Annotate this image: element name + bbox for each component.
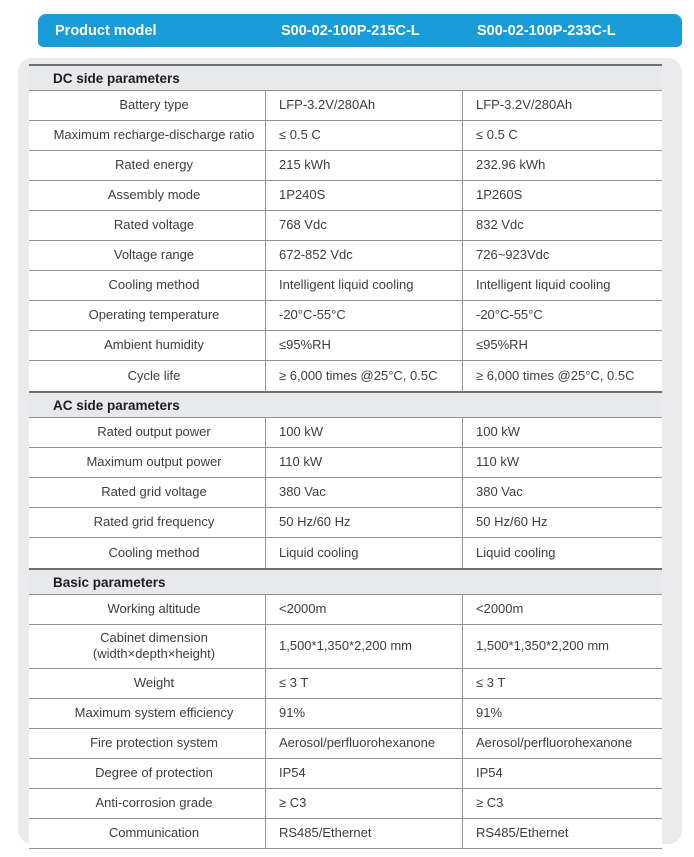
value-cell-model-2: ≤ 3 T	[462, 669, 662, 699]
value-cell-model-2: 100 kW	[462, 418, 662, 448]
table-row	[29, 699, 662, 729]
table-row	[29, 241, 662, 271]
param-label: Degree of protection	[95, 764, 213, 780]
table-row	[29, 418, 662, 448]
value-cell-model-1: LFP-3.2V/280Ah	[265, 91, 462, 121]
param-label-cell	[29, 271, 265, 301]
value-cell-model-1: ≤ 0.5 C	[265, 121, 462, 151]
param-label-cell	[29, 759, 265, 789]
value-cell-model-2: Aerosol/perfluorohexanone	[462, 729, 662, 759]
value-cell-model-1: 672-852 Vdc	[265, 241, 462, 271]
table-row	[29, 181, 662, 211]
param-label: Rated voltage	[113, 217, 195, 233]
param-label-cell	[29, 819, 265, 849]
param-label: Anti-corrosion grade	[95, 794, 213, 810]
value-cell-model-2: Intelligent liquid cooling	[462, 271, 662, 301]
section-header	[29, 568, 662, 595]
value-cell-model-2: ≥ C3	[462, 789, 662, 819]
table-row	[29, 361, 662, 391]
table-row	[29, 151, 662, 181]
table-row	[29, 508, 662, 538]
param-label-cell	[29, 151, 265, 181]
value-cell-model-1: RS485/Ethernet	[265, 819, 462, 849]
value-cell-model-1: ≤ 3 T	[265, 669, 462, 699]
table-row	[29, 538, 662, 568]
param-label-cell	[29, 538, 265, 568]
param-label: Cabinet dimension	[100, 630, 208, 645]
value-cell-model-2: 726~923Vdc	[462, 241, 662, 271]
table-row	[29, 331, 662, 361]
param-label: Cooling method	[108, 544, 200, 560]
table-row	[29, 478, 662, 508]
table-row	[29, 625, 662, 669]
value-cell-model-2: -20°C-55°C	[462, 301, 662, 331]
table-row	[29, 91, 662, 121]
param-label-cell	[29, 508, 265, 538]
section-title: AC side parameters	[53, 397, 180, 413]
param-label-cell	[29, 181, 265, 211]
table-row	[29, 121, 662, 151]
value-cell-model-2: ≤95%RH	[462, 331, 662, 361]
param-label: Maximum recharge-discharge ratio	[53, 127, 255, 143]
section-header	[29, 64, 662, 91]
value-cell-model-2: 1P260S	[462, 181, 662, 211]
value-cell-model-1: <2000m	[265, 595, 462, 625]
value-cell-model-1: 1P240S	[265, 181, 462, 211]
param-label: Weight	[133, 674, 175, 690]
param-label-cell	[29, 211, 265, 241]
param-label-cell	[29, 699, 265, 729]
table-row	[29, 819, 662, 849]
value-cell-model-1: ≤95%RH	[265, 331, 462, 361]
param-label-cell	[29, 418, 265, 448]
param-label: Operating temperature	[88, 307, 220, 323]
param-label: Communication	[108, 824, 200, 840]
header-param-column-label: Product model	[55, 22, 157, 39]
value-cell-model-2: 50 Hz/60 Hz	[462, 508, 662, 538]
value-cell-model-2: Liquid cooling	[462, 538, 662, 568]
value-cell-model-1: Intelligent liquid cooling	[265, 271, 462, 301]
table-row	[29, 595, 662, 625]
param-label-cell	[29, 91, 265, 121]
table-row	[29, 759, 662, 789]
value-cell-model-1: 91%	[265, 699, 462, 729]
section-header	[29, 391, 662, 418]
param-label-cell	[29, 789, 265, 819]
param-label: Rated energy	[114, 157, 194, 173]
param-label-cell	[29, 478, 265, 508]
param-label-cell	[29, 301, 265, 331]
value-cell-model-2: RS485/Ethernet	[462, 819, 662, 849]
param-label: Rated output power	[97, 424, 211, 440]
value-cell-model-1: 100 kW	[265, 418, 462, 448]
param-label: Working altitude	[107, 601, 201, 617]
param-label-cell	[29, 121, 265, 151]
value-cell-model-2: <2000m	[462, 595, 662, 625]
value-cell-model-1: ≥ 6,000 times @25°C, 0.5C	[265, 361, 462, 391]
param-label-cell	[29, 448, 265, 478]
spec-card	[18, 58, 682, 844]
section-title: Basic parameters	[53, 574, 166, 590]
param-label: Fire protection system	[90, 734, 218, 750]
param-label-cell	[29, 625, 265, 669]
value-cell-model-2: 832 Vdc	[462, 211, 662, 241]
param-label: Cooling method	[108, 277, 200, 293]
param-label: Battery type	[119, 97, 189, 113]
value-cell-model-1: -20°C-55°C	[265, 301, 462, 331]
value-cell-model-1: Liquid cooling	[265, 538, 462, 568]
param-label-cell	[29, 729, 265, 759]
table-row	[29, 211, 662, 241]
value-cell-model-1: 380 Vac	[265, 478, 462, 508]
value-cell-model-1: ≥ C3	[265, 789, 462, 819]
header-model-1: S00-02-100P-215C-L	[281, 22, 420, 39]
table-row	[29, 301, 662, 331]
spec-table	[29, 64, 662, 857]
param-label: Maximum system efficiency	[74, 704, 234, 720]
table-row	[29, 789, 662, 819]
product-model-header-bar	[38, 14, 682, 47]
table-row	[29, 448, 662, 478]
value-cell-model-2: 380 Vac	[462, 478, 662, 508]
value-cell-model-1: Aerosol/perfluorohexanone	[265, 729, 462, 759]
param-label: Rated grid frequency	[93, 514, 215, 530]
value-cell-model-2: ≤ 0.5 C	[462, 121, 662, 151]
value-cell-model-1: IP54	[265, 759, 462, 789]
param-label: Ambient humidity	[104, 337, 204, 353]
value-cell-model-1: 215 kWh	[265, 151, 462, 181]
param-label-cell	[29, 669, 265, 699]
param-label-cell	[29, 595, 265, 625]
value-cell-model-1: 768 Vdc	[265, 211, 462, 241]
param-label-cell	[29, 241, 265, 271]
value-cell-model-1: 50 Hz/60 Hz	[265, 508, 462, 538]
value-cell-model-2: 232.96 kWh	[462, 151, 662, 181]
param-label-line2: (width×depth×height)	[92, 646, 216, 662]
param-label: Rated grid voltage	[101, 484, 207, 500]
table-row	[29, 669, 662, 699]
param-label: Assembly mode	[107, 187, 201, 203]
param-label-cell	[29, 331, 265, 361]
value-cell-model-2: LFP-3.2V/280Ah	[462, 91, 662, 121]
value-cell-model-2: 110 kW	[462, 448, 662, 478]
value-cell-model-2: 91%	[462, 699, 662, 729]
value-cell-model-1: 1,500*1,350*2,200 mm	[265, 625, 462, 669]
table-row	[29, 729, 662, 759]
section-title: DC side parameters	[53, 70, 180, 86]
param-label: Cycle life	[127, 367, 181, 383]
value-cell-model-1: 110 kW	[265, 448, 462, 478]
table-row	[29, 271, 662, 301]
param-label: Maximum output power	[86, 454, 222, 470]
value-cell-model-2: IP54	[462, 759, 662, 789]
value-cell-model-2: ≥ 6,000 times @25°C, 0.5C	[462, 361, 662, 391]
param-label: Voltage range	[113, 247, 195, 263]
header-model-2: S00-02-100P-233C-L	[477, 22, 616, 39]
value-cell-model-2: 1,500*1,350*2,200 mm	[462, 625, 662, 669]
param-label-cell	[29, 361, 265, 391]
